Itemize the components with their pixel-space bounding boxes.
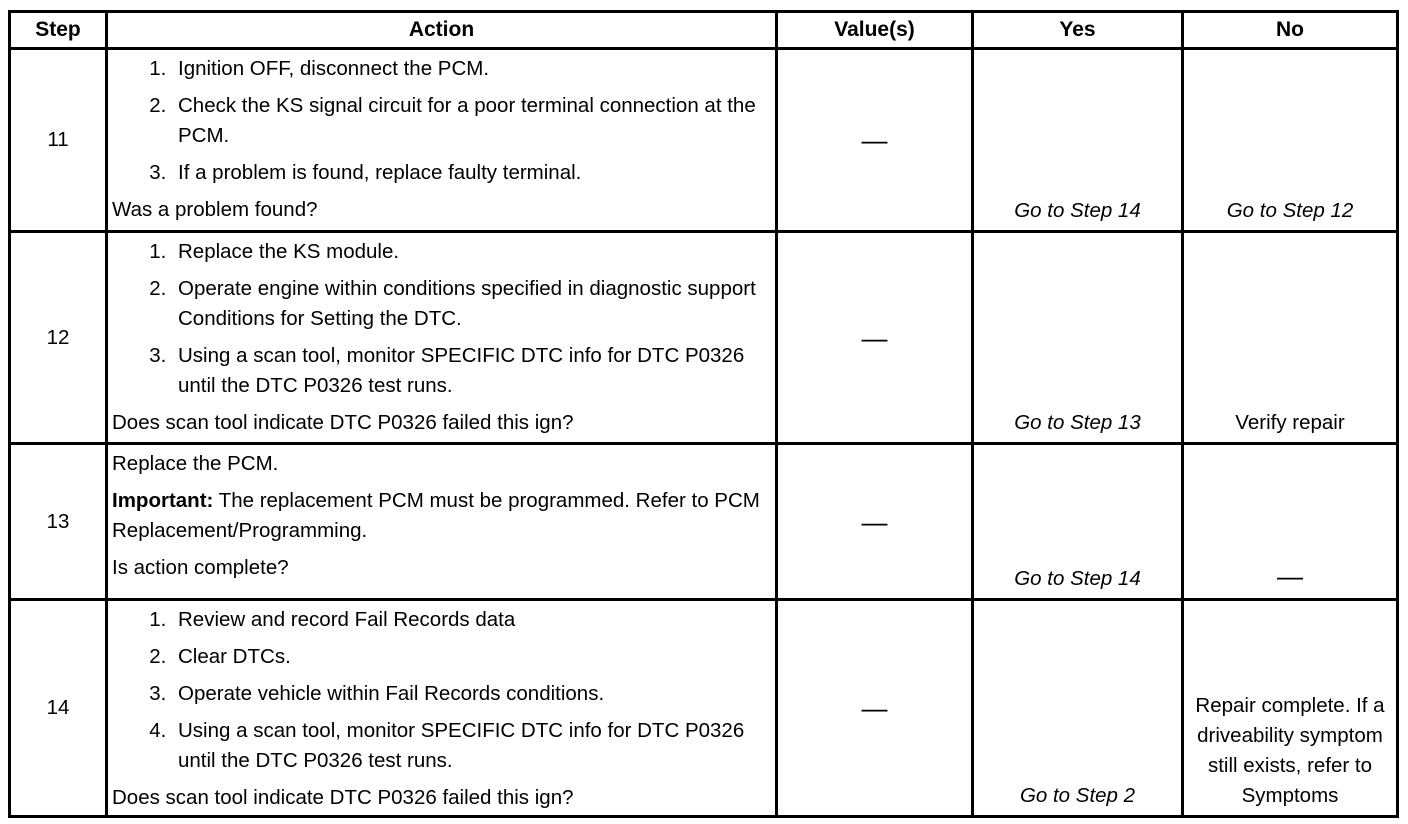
- yes-cell: [973, 600, 1183, 817]
- action-question: Does scan tool indicate DTC P0326 failed this ign?: [112, 786, 574, 809]
- action-list: [112, 605, 769, 776]
- no-goto-link: Go to Step 12: [1226, 199, 1354, 222]
- action-cell: [107, 600, 777, 817]
- diagnostic-table-container: [8, 10, 1399, 818]
- no-result-text: Verify repair: [1235, 411, 1345, 434]
- list-item: 1. Replace the KS module.: [172, 237, 769, 267]
- yes-cell: [973, 444, 1183, 600]
- list-item: 3. Operate vehicle within Fail Records conditions.: [172, 679, 769, 709]
- yes-goto-link: Go to Step 2: [1019, 784, 1136, 807]
- action-question: Was a problem found?: [112, 198, 318, 221]
- header-no: No: [1183, 12, 1398, 49]
- list-item: 2. Check the KS signal circuit for a poor terminal connection at the PCM.: [172, 91, 769, 151]
- action-list: [112, 237, 769, 401]
- list-item: 1. Ignition OFF, disconnect the PCM.: [172, 54, 769, 84]
- no-cell: [1183, 49, 1398, 232]
- table-row-step-14: [10, 600, 1398, 817]
- action-list: [112, 54, 769, 188]
- header-step: Step: [10, 12, 107, 49]
- no-cell: [1183, 600, 1398, 817]
- step-number: 11: [10, 49, 107, 232]
- value-cell: —: [777, 600, 973, 817]
- action-cell: [107, 49, 777, 232]
- yes-goto-link: Go to Step 13: [1014, 411, 1141, 434]
- list-item: 1. Review and record Fail Records data: [172, 605, 769, 635]
- important-label: Important:: [112, 489, 214, 512]
- no-result-text: —: [1277, 561, 1303, 591]
- yes-goto-link: Go to Step 14: [1014, 199, 1141, 222]
- table-row-step-13: [10, 444, 1398, 600]
- yes-cell: [973, 49, 1183, 232]
- step-number: 13: [10, 444, 107, 600]
- table-row-step-11: [10, 49, 1398, 232]
- no-result-text: Repair complete. If a driveability symptom still exists, refer to Symptoms: [1195, 694, 1385, 807]
- table-row-step-12: [10, 232, 1398, 444]
- action-question: Is action complete?: [112, 556, 289, 579]
- no-cell: [1183, 444, 1398, 600]
- value-cell: —: [777, 49, 973, 232]
- no-cell: [1183, 232, 1398, 444]
- list-item: 2. Operate engine within conditions specified in diagnostic support Conditions for Setting the DTC.: [172, 274, 769, 334]
- action-cell: [107, 232, 777, 444]
- list-item: 3. Using a scan tool, monitor SPECIFIC DTC info for DTC P0326 until the DTC P0326 test runs.: [172, 341, 769, 401]
- header-values: Value(s): [777, 12, 973, 49]
- header-row: [10, 12, 1398, 49]
- step-number: 14: [10, 600, 107, 817]
- value-cell: —: [777, 444, 973, 600]
- important-text: The replacement PCM must be programmed. Refer to PCM Replacement/Programming.: [112, 489, 760, 542]
- header-action: Action: [107, 12, 777, 49]
- value-cell: —: [777, 232, 973, 444]
- list-item: 4. Using a scan tool, monitor SPECIFIC DTC info for DTC P0326 until the DTC P0326 test runs.: [172, 716, 769, 776]
- action-cell: [107, 444, 777, 600]
- yes-goto-link: Go to Step 14: [1014, 567, 1141, 590]
- list-item: 3. If a problem is found, replace faulty terminal.: [172, 158, 769, 188]
- action-intro: Replace the PCM.: [112, 452, 279, 475]
- important-note: [112, 486, 769, 546]
- list-item: 2. Clear DTCs.: [172, 642, 769, 672]
- step-number: 12: [10, 232, 107, 444]
- yes-cell: [973, 232, 1183, 444]
- action-question: Does scan tool indicate DTC P0326 failed this ign?: [112, 411, 574, 434]
- diagnostic-table: [8, 10, 1399, 818]
- header-yes: Yes: [973, 12, 1183, 49]
